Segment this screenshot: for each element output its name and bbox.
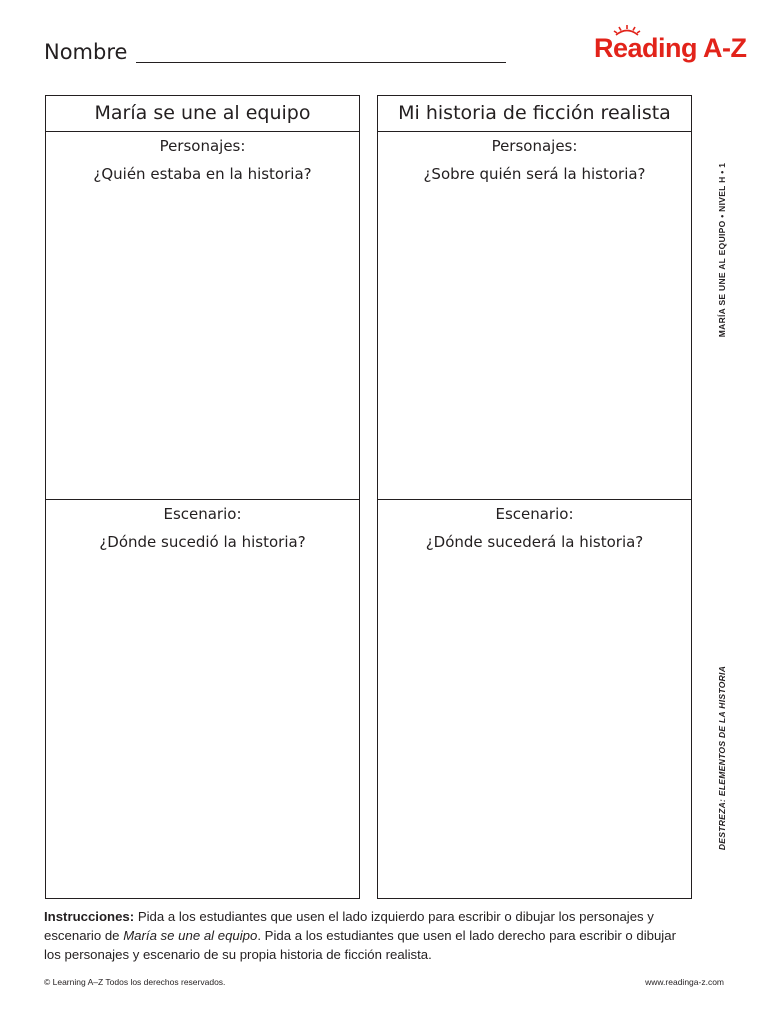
sidebar-book-level-text: MARÍA SE UNE AL EQUIPO • NIVEL H • 1 (717, 162, 727, 338)
reading-az-logo: Reading A-Z (594, 33, 747, 63)
sidebar-skill (713, 655, 731, 860)
left-characters-question: ¿Quién estaba en la historia? (93, 165, 312, 183)
left-setting-box[interactable] (46, 500, 359, 898)
left-characters-box[interactable] (46, 132, 359, 500)
instructions (44, 907, 684, 964)
left-characters-label: Personajes: (159, 137, 246, 155)
instructions-label: Instrucciones: (44, 909, 135, 924)
left-setting-question: ¿Dónde sucedió la historia? (99, 533, 306, 551)
right-column (377, 95, 692, 899)
name-label: Nombre (44, 40, 128, 64)
footer-website: www.readinga-z.com (645, 977, 724, 987)
instructions-text-1: Pida a los estudiantes que usen el lado izquierdo para escribir o dibujar los personajes y escenario de (44, 909, 654, 943)
right-column-title: Mi historia de ficción realista (378, 96, 691, 132)
right-characters-question: ¿Sobre quién será la historia? (423, 165, 646, 183)
instructions-text-2: . Pida a los estudiantes que usen el lado derecho para escribir o dibujar los personajes y escenario de su propia historia de ficción realista. (44, 928, 676, 962)
instructions-book-title: María se une al equipo (123, 928, 258, 943)
left-column (45, 95, 360, 899)
right-setting-question: ¿Dónde sucederá la historia? (425, 533, 644, 551)
name-input-line[interactable] (136, 62, 506, 63)
right-characters-box[interactable] (378, 132, 691, 500)
left-column-title: María se une al equipo (46, 96, 359, 132)
right-setting-box[interactable] (378, 500, 691, 898)
sidebar-skill-text: DESTREZA: ELEMENTOS DE LA HISTORIA (717, 665, 727, 850)
sidebar-book-level (713, 150, 731, 350)
left-setting-label: Escenario: (163, 505, 242, 523)
right-characters-label: Personajes: (491, 137, 578, 155)
right-setting-label: Escenario: (495, 505, 574, 523)
footer-copyright: © Learning A–Z Todos los derechos reservados. (44, 977, 226, 987)
